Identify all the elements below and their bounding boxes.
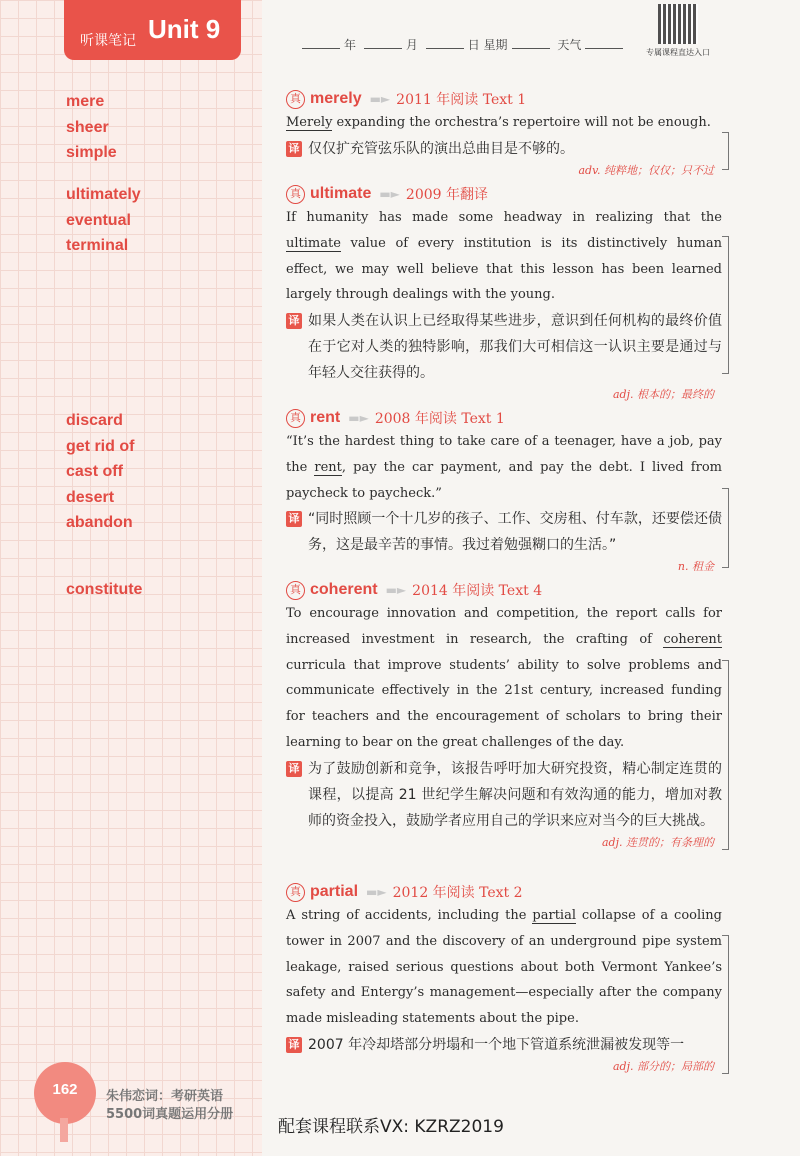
translate-icon: 译 [286, 313, 302, 329]
entry-head [286, 579, 722, 601]
sentence-part: collapse of a cooling tower in 2007 and the discovery of an underground pipe system leakage, raised serious questions about both Vermont Yankee’s safety and Entergy’s management—especially after the company made misleading statements about the pipe. [286, 908, 722, 1027]
weather-field[interactable] [585, 48, 623, 49]
bracket-line [722, 935, 729, 1074]
synonym-group-1 [66, 89, 117, 166]
vocab-entry [286, 183, 722, 404]
year-field[interactable] [302, 48, 340, 49]
translate-icon: 译 [286, 511, 302, 527]
qr-caption: 专属课程直达入口 [646, 48, 710, 57]
unit-tab [64, 0, 241, 60]
synonym-group-2 [66, 182, 141, 259]
bracket-line [722, 488, 729, 568]
highlighted-word: Merely [286, 115, 333, 130]
entry-word: rent [310, 409, 341, 426]
sentence-part: value of every institution is its distinctively human effect, we may well believe that this lesson has been learned largely through dealings with the young. [286, 235, 722, 303]
vocab-entry [286, 407, 722, 576]
synonym-group-3 [66, 408, 134, 536]
english-sentence [286, 903, 722, 1032]
entry-word: ultimate [310, 185, 372, 202]
translation-row [286, 136, 722, 162]
synonym-word: discard [66, 412, 123, 429]
book-title-line: 朱伟恋词：考研英语 [106, 1089, 224, 1104]
arrow-icon: ▬► [385, 583, 407, 597]
highlighted-word: coherent [663, 631, 722, 647]
month-field[interactable] [364, 48, 402, 49]
synonym-group-4 [66, 577, 142, 603]
vocab-entry [286, 579, 722, 852]
day-label: 日 [467, 38, 480, 52]
date-line [298, 36, 627, 53]
highlighted-word: ultimate [286, 235, 341, 251]
day-field[interactable] [426, 48, 464, 49]
page-badge-stem [60, 1118, 68, 1142]
entry-source: 2011 年阅读 Text 1 [396, 92, 527, 108]
year-label: 年 [344, 38, 357, 52]
entry-source: 2008 年阅读 Text 1 [374, 411, 505, 427]
entry-word: merely [310, 90, 362, 107]
entry-source: 2009 年翻译 [405, 187, 489, 203]
sentence-part: To encourage innovation and competition, the report calls for increased investment in research, the crafting of [286, 606, 722, 647]
exam-badge-icon: 真 [286, 883, 305, 902]
sentence-part: expanding the orchestra’s repertoire will not be enough. [332, 115, 711, 130]
entry-head [286, 407, 722, 429]
arrow-icon: ▬► [379, 187, 400, 201]
arrow-icon: ▬► [369, 92, 391, 106]
page-number-badge [34, 1062, 96, 1124]
chinese-translation: 2007 年冷却塔部分坍塌和一个地下管道系统泄漏被发现等一 [308, 1036, 685, 1053]
qr-code-icon[interactable] [658, 4, 698, 44]
synonym-word: sheer [66, 118, 109, 136]
entry-word: coherent [310, 581, 378, 598]
sentence-part: A string of accidents, including the [286, 908, 533, 923]
highlighted-word: rent [314, 459, 342, 475]
book-title [106, 1088, 233, 1124]
synonym-word: simple [66, 144, 117, 161]
unit-title: Unit 9 [148, 14, 221, 44]
synonym-word: abandon [66, 514, 133, 531]
exam-badge-icon: 真 [286, 185, 305, 204]
part-of-speech: adv. 纯粹地；仅仅；只不过 [578, 163, 714, 177]
exam-badge-icon: 真 [286, 90, 305, 109]
chinese-translation: 为了鼓励创新和竞争，该报告呼吁加大研究投资，精心制定连贯的课程，以提高 21 世纪学生解决问题和有效沟通的能力，增加对教师的资金投入，鼓励学者应用自己的学识来应对当今的巨大挑战。 [308, 760, 722, 829]
bracket-line [722, 132, 729, 170]
english-sentence [286, 205, 722, 308]
synonym-word: get rid of [66, 437, 135, 455]
vocab-entry [286, 881, 722, 1076]
entry-head [286, 88, 722, 110]
synonym-word: mere [66, 93, 105, 110]
month-label: 月 [405, 38, 418, 52]
exam-badge-icon: 真 [286, 409, 305, 428]
part-of-speech: n. 租金 [677, 560, 714, 574]
synonym-word: constitute [66, 581, 143, 598]
weather-label: 天气 [557, 38, 582, 52]
bracket-line [722, 660, 729, 850]
translate-icon: 译 [286, 141, 302, 157]
notes-sidebar [0, 0, 262, 1156]
exam-badge-icon: 真 [286, 581, 305, 600]
entry-source: 2012 年阅读 Text 2 [392, 885, 523, 901]
translation-row [286, 506, 722, 558]
chinese-translation: 仅仅扩充管弦乐队的演出总曲目是不够的。 [308, 140, 574, 157]
part-of-speech: adj. 部分的；局部的 [612, 1059, 714, 1073]
english-sentence [286, 110, 722, 136]
arrow-icon: ▬► [348, 411, 369, 425]
entry-word: partial [310, 883, 359, 900]
footer-contact: 配套课程联系VX: KZRZ2019 [278, 1117, 504, 1137]
entry-head [286, 881, 722, 903]
english-sentence [286, 601, 722, 756]
arrow-icon: ▬► [366, 885, 387, 899]
synonym-word: eventual [66, 211, 131, 229]
chinese-translation: 如果人类在认识上已经取得某些进步，意识到任何机构的最终价值在于它对人类的独特影响，那我们大可相信这一认识主要是通过与年轻人交往获得的。 [308, 313, 722, 382]
book-title-line: 5500词真题运用分册 [106, 1107, 234, 1122]
chinese-translation: “同时照顾一个十几岁的孩子、工作、交房租、付车款，还要偿还债务，这是最辛苦的事情。我过着勉强糊口的生活。” [308, 511, 722, 554]
translation-row [286, 756, 722, 834]
translation-row [286, 1032, 722, 1058]
sentence-part: If humanity has made some headway in realizing that the [286, 210, 722, 225]
sentence-part: curricula that improve students’ ability to solve problems and communicate effectively in the 21st century, increased funding for teachers and the encouragement of scholars to bring their learning to bear on the great challenges of the day. [286, 657, 722, 750]
bracket-line [722, 236, 729, 374]
english-sentence [286, 429, 722, 506]
week-field[interactable] [512, 48, 550, 49]
synonym-word: terminal [66, 237, 129, 254]
translate-icon: 译 [286, 1037, 302, 1053]
translate-icon: 译 [286, 761, 302, 777]
synonym-word: cast off [66, 463, 123, 480]
entry-head [286, 183, 722, 205]
week-label: 星期 [483, 38, 508, 52]
sentence-part: “It’s the hardest thing to take care of a teenager, have a job, pay the [286, 434, 722, 475]
vocab-entry [286, 88, 722, 180]
part-of-speech: adj. 连贯的；有条理的 [601, 835, 714, 849]
unit-tag: 听课笔记 [80, 33, 136, 49]
synonym-word: ultimately [66, 186, 141, 203]
entry-source: 2014 年阅读 Text 4 [412, 583, 543, 599]
highlighted-word: partial [532, 908, 576, 923]
translation-row [286, 308, 722, 386]
page-number: 162 [52, 1081, 78, 1098]
part-of-speech: adj. 根本的；最终的 [612, 388, 714, 402]
sentence-part: , pay the car payment, and pay the debt. I lived from paycheck to paycheck.” [286, 459, 722, 501]
synonym-word: desert [66, 488, 115, 506]
